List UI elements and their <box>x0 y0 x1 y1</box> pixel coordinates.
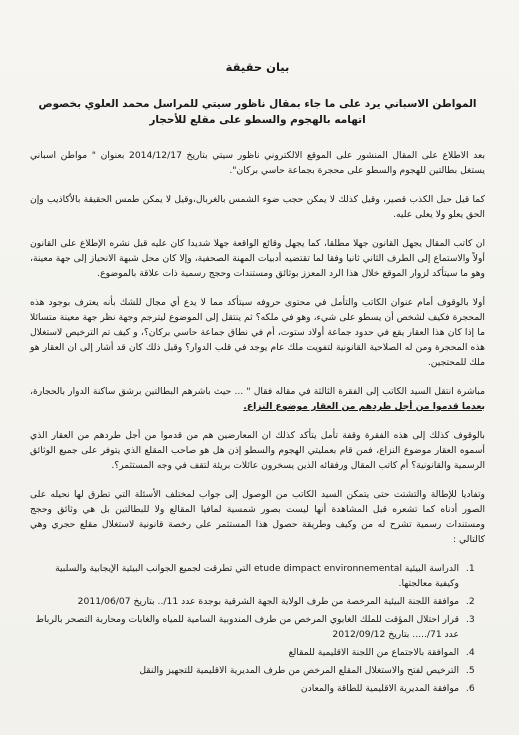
paragraph-7: وتفاديا للإطالة والتشتت حتى يتمكن السيد الكاتب من الوصول إلى جواب لمختلف الأسئلة التي تطرق لها نحيله على الصور أدناه كما تشعره قبل المشاهدة أنها ليست بصور شمسية لمافيا المقالع ولا للبطالتين بل هي وثائق وحجج ومستندات رسمية تشرح له من وكيف وطريقة حصول هذا المستثمر على رخصة قانونية لاستغلال مقلع حجري وهي كالتالي : <box>30 489 485 545</box>
paragraph-5-text: مباشرة انتقل السيد الكاتب إلى الفقرة الثالثة في مقاله فقال " ... حيث باشرهم البطالتين برشق ساكنة الدوار بالحجارة، <box>30 386 485 397</box>
paragraph-5 <box>30 384 485 414</box>
list-item: 6. موافقة المديرية الاقليمية للطاقة والمعادن <box>30 681 463 696</box>
documents-list <box>30 561 485 696</box>
list-item: 4. الموافقة بالاجتماع من اللجنة الاقليمية للمقالع <box>30 645 463 660</box>
list-item: 2. موافقة اللجنة البيئية المرخصة من طرف الولاية الجهة الشرقية بوجدة عدد 11/.. بتاريخ 2011/06/07 <box>30 594 463 609</box>
paragraph-4: أولا بالوقوف أمام عنوان الكاتب والتأمل في محتوى حروفه سيتأكد مما لا يدع أي مجال للشك بأنه يعترف بوجود هذه المحجرة فكيف لشخص أن يسطو على شيء، وهو في ملكه؟ ثم ينتقل إلى الموضوع ليترجم وجهة نظر جهة معينة متسائلا ما إذا كان هذا العقار يقع في حدود جماعة أولاد ستوت، أم في نطاق جماعة حاسي بركان؟، و كيف تم الترخيص لاستغلال هذه المحجرة ومن له الصلاحية القانونية لتفويت ملك عام يوجد في قلب الدوار؟ وقبل ذلك كان قد أشار إلى ان العقار هو ملك للمحتجين. <box>30 297 485 368</box>
paragraph-2: كما قيل حبل الكذب قصير، وقيل كذلك لا يمكن حجب ضوء الشمس بالغربال،وقيل لا يمكن طمس الحقيقة بالأكاذيب وإن الحق يعلو ولا يعلى عليه. <box>30 194 485 220</box>
paragraph-5-underlined: بعدما قدموا من أجل طردهم من العقار موضوع النزاع. <box>243 401 485 412</box>
paragraph-3: ان كاتب المقال يجهل القانون جهلا مطلقا، كما يجهل وقائع الواقعة جهلا شديدا كان عليه قبل نشره الإطلاع على القانون أولاً والاستماع إلى الطرف الثاني ثانيا وفقا لما تقتضيه أدبيات المهنة الصحفية، وإلا كان محل شبهة الانحياز إلى جهة معينة، وهو ما سيتأكد لزوار الموقع خلال هذا الرد المعزز بوثائق ومستندات وحجج رسمية ذات علاقة بالموضوع. <box>30 238 485 279</box>
list-item: 5. الترخيص لفتح والاستغلال المقلع المرخص من طرف المديرية الاقليمية للتجهيز والنقل <box>30 663 463 678</box>
list-item: 1. الدراسة البيئية etude dimpact environnemental التي تطرقت لجميع الجوانب البيئية الإيجابية والسلبية وكيفية معالجتها. <box>30 561 463 591</box>
paragraph-1: بعد الاطلاع على المقال المنشور على الموقع الالكتروني ناظور سيتي بتاريخ 2014/12/17 بعنوان " مواطن اسباني يستغل بطالتين للهجوم والسطو على محجرة بجماعة حاسي بركان". <box>30 150 486 176</box>
document-heading: بيان حقيقة <box>225 60 290 74</box>
document-subtitle: المواطن الاسباني يرد على ما جاء بمقال ناظور سيتي للمراسل محمد العلوي بخصوص اتهامه بالهجوم والسطو على مقلع للأحجار <box>38 98 477 126</box>
paragraph-6: بالوقوف كذلك إلى هذه الفقرة وقفة تأمل يتأكد كذلك ان المعارضين هم من قدموا من أجل طردهم من العقار الذي أسموه العقار موضوع النزاع، فمن قام بعمليتي الهجوم والسطو إذن هل هو صاحب المقلع الذي يتوفر على جميع الوثائق الرسمية والقانونية؟ أم كاتب المقال ورفقائه الذين يسخرون عائلات بريئة لتقف في وجه المستثمر؟. <box>30 430 485 471</box>
list-item: 3. قرار احتلال المؤقت للملك الغابوي المرخص من طرف المندوبية السامية للمياه والغابات ومحاربة التصحر بالرباط عدد 71/..... بتاريخ 2012/09/12 <box>30 612 463 642</box>
